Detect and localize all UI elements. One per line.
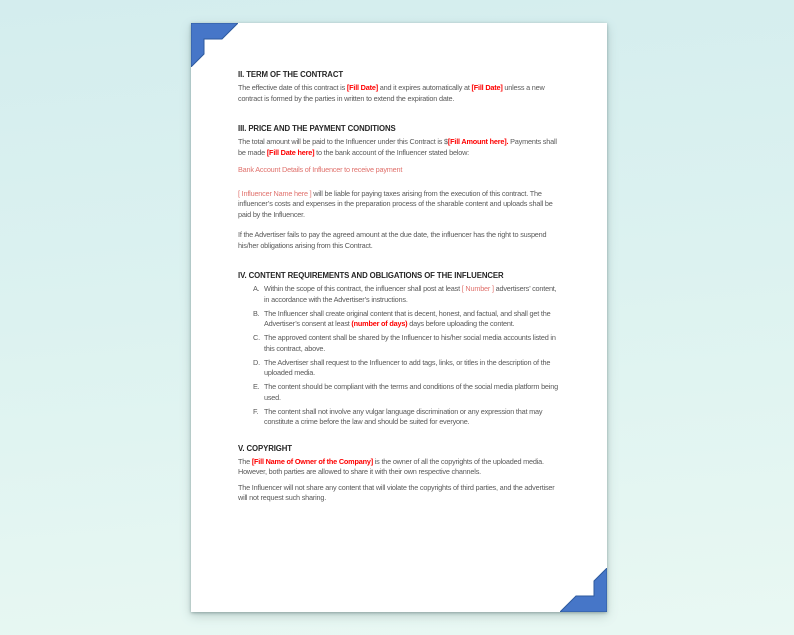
text-run: to the bank account of the Influencer stated below: bbox=[314, 147, 470, 157]
placeholder-owner-name: [Fill Name of Owner of the Company] bbox=[251, 456, 373, 466]
list-item-d bbox=[238, 358, 562, 379]
text-run: The Influencer shall create original content that is decent, honest, and factual, and shall get the Advertiser’s consent at least bbox=[264, 308, 551, 328]
obligations-list bbox=[238, 284, 562, 428]
text-run: The total amount will be paid to the Influencer under this Contract is $ bbox=[238, 137, 448, 146]
contract-page bbox=[191, 23, 607, 612]
text-run: The bbox=[238, 456, 252, 466]
corner-decoration-bottom-right-icon bbox=[560, 568, 607, 612]
list-item-text: The approved content shall be shared by the Influencer to his/her social media accounts listed in this contract, above. bbox=[264, 333, 556, 353]
contract-body bbox=[238, 23, 562, 511]
placeholder-fill-amount: [Fill Amount here]. bbox=[447, 137, 509, 146]
list-item-text: The Advertiser shall request to the Influencer to add tags, links, or titles in the description of the uploaded media. bbox=[264, 357, 551, 377]
section-heading-content-requirements: IV. CONTENT REQUIREMENTS AND OBLIGATIONS OF THE INFLUENCER bbox=[238, 271, 504, 280]
price-paragraph-late-payment: If the Advertiser fails to pay the agreed amount at the due date, the influencer has the right to suspend his/her obligations arising from this Contract. bbox=[238, 230, 547, 250]
text-run: Payments shall be made bbox=[238, 137, 557, 157]
corner-decoration-top-left-icon bbox=[191, 23, 238, 67]
copyright-paragraph-sharing: The Influencer will not share any content that will violate the copyrights of third parties, and the advertiser will not request such sharing. bbox=[238, 482, 555, 502]
list-marker: C. bbox=[253, 333, 260, 342]
placeholder-number: [ Number ] bbox=[461, 284, 494, 293]
list-item-text bbox=[264, 284, 562, 305]
placeholder-fill-date-1: [Fill Date] bbox=[346, 83, 378, 92]
text-run: Within the scope of this contract, the influencer shall post at least bbox=[264, 284, 462, 293]
list-item-f bbox=[238, 407, 562, 428]
list-item-text: The content should be compliant with the terms and conditions of the social media platform being used. bbox=[264, 382, 558, 402]
list-marker: A. bbox=[253, 284, 260, 293]
list-item-e bbox=[238, 382, 562, 403]
term-paragraph bbox=[238, 83, 562, 104]
placeholder-influencer-name: [ Influencer Name here ] bbox=[238, 188, 312, 198]
bank-account-placeholder-line: Bank Account Details of Influencer to receive payment bbox=[238, 165, 403, 174]
list-marker: B. bbox=[253, 308, 260, 318]
text-run: and it expires automatically at bbox=[377, 83, 472, 92]
list-marker: D. bbox=[253, 357, 260, 367]
list-marker: E. bbox=[253, 382, 260, 391]
placeholder-fill-date-2: [Fill Date] bbox=[471, 83, 503, 92]
copyright-paragraph-owner bbox=[238, 457, 562, 478]
text-run: unless a new contract is formed by the parties in written to extend the expiration date. bbox=[238, 83, 545, 103]
list-item-text: The content shall not involve any vulgar language discrimination or any expression that may constitute a crime before the law and should be suited for everyone. bbox=[264, 406, 543, 426]
list-item-b bbox=[238, 309, 562, 330]
section-heading-term: II. TERM OF THE CONTRACT bbox=[238, 70, 344, 79]
list-item-a bbox=[238, 284, 562, 305]
price-paragraph-amount bbox=[238, 137, 562, 158]
placeholder-number-of-days: (number of days) bbox=[351, 319, 408, 328]
text-run: advertisers’ content, in accordance with the Advertiser’s instructions. bbox=[264, 284, 557, 304]
list-item-text bbox=[264, 309, 562, 330]
section-heading-copyright: V. COPYRIGHT bbox=[238, 443, 292, 453]
list-item-c bbox=[238, 333, 562, 354]
text-run: days before uploading the content. bbox=[407, 319, 515, 328]
price-paragraph-taxes bbox=[238, 189, 562, 221]
placeholder-fill-date-here: [Fill Date here] bbox=[266, 147, 315, 157]
text-run: The effective date of this contract is bbox=[238, 83, 347, 92]
list-marker: F. bbox=[253, 406, 259, 416]
section-heading-price: III. PRICE AND THE PAYMENT CONDITIONS bbox=[238, 124, 396, 133]
text-run: is the owner of all the copyrights of the uploaded media. However, both parties are allowed to share it with their own respective channels. bbox=[238, 456, 544, 476]
text-run: will be liable for paying taxes arising from the execution of this contract. The influencer’s costs and expenses in the preparation process of the sharable content and uploads shall be paid by the Influencer. bbox=[238, 188, 553, 219]
